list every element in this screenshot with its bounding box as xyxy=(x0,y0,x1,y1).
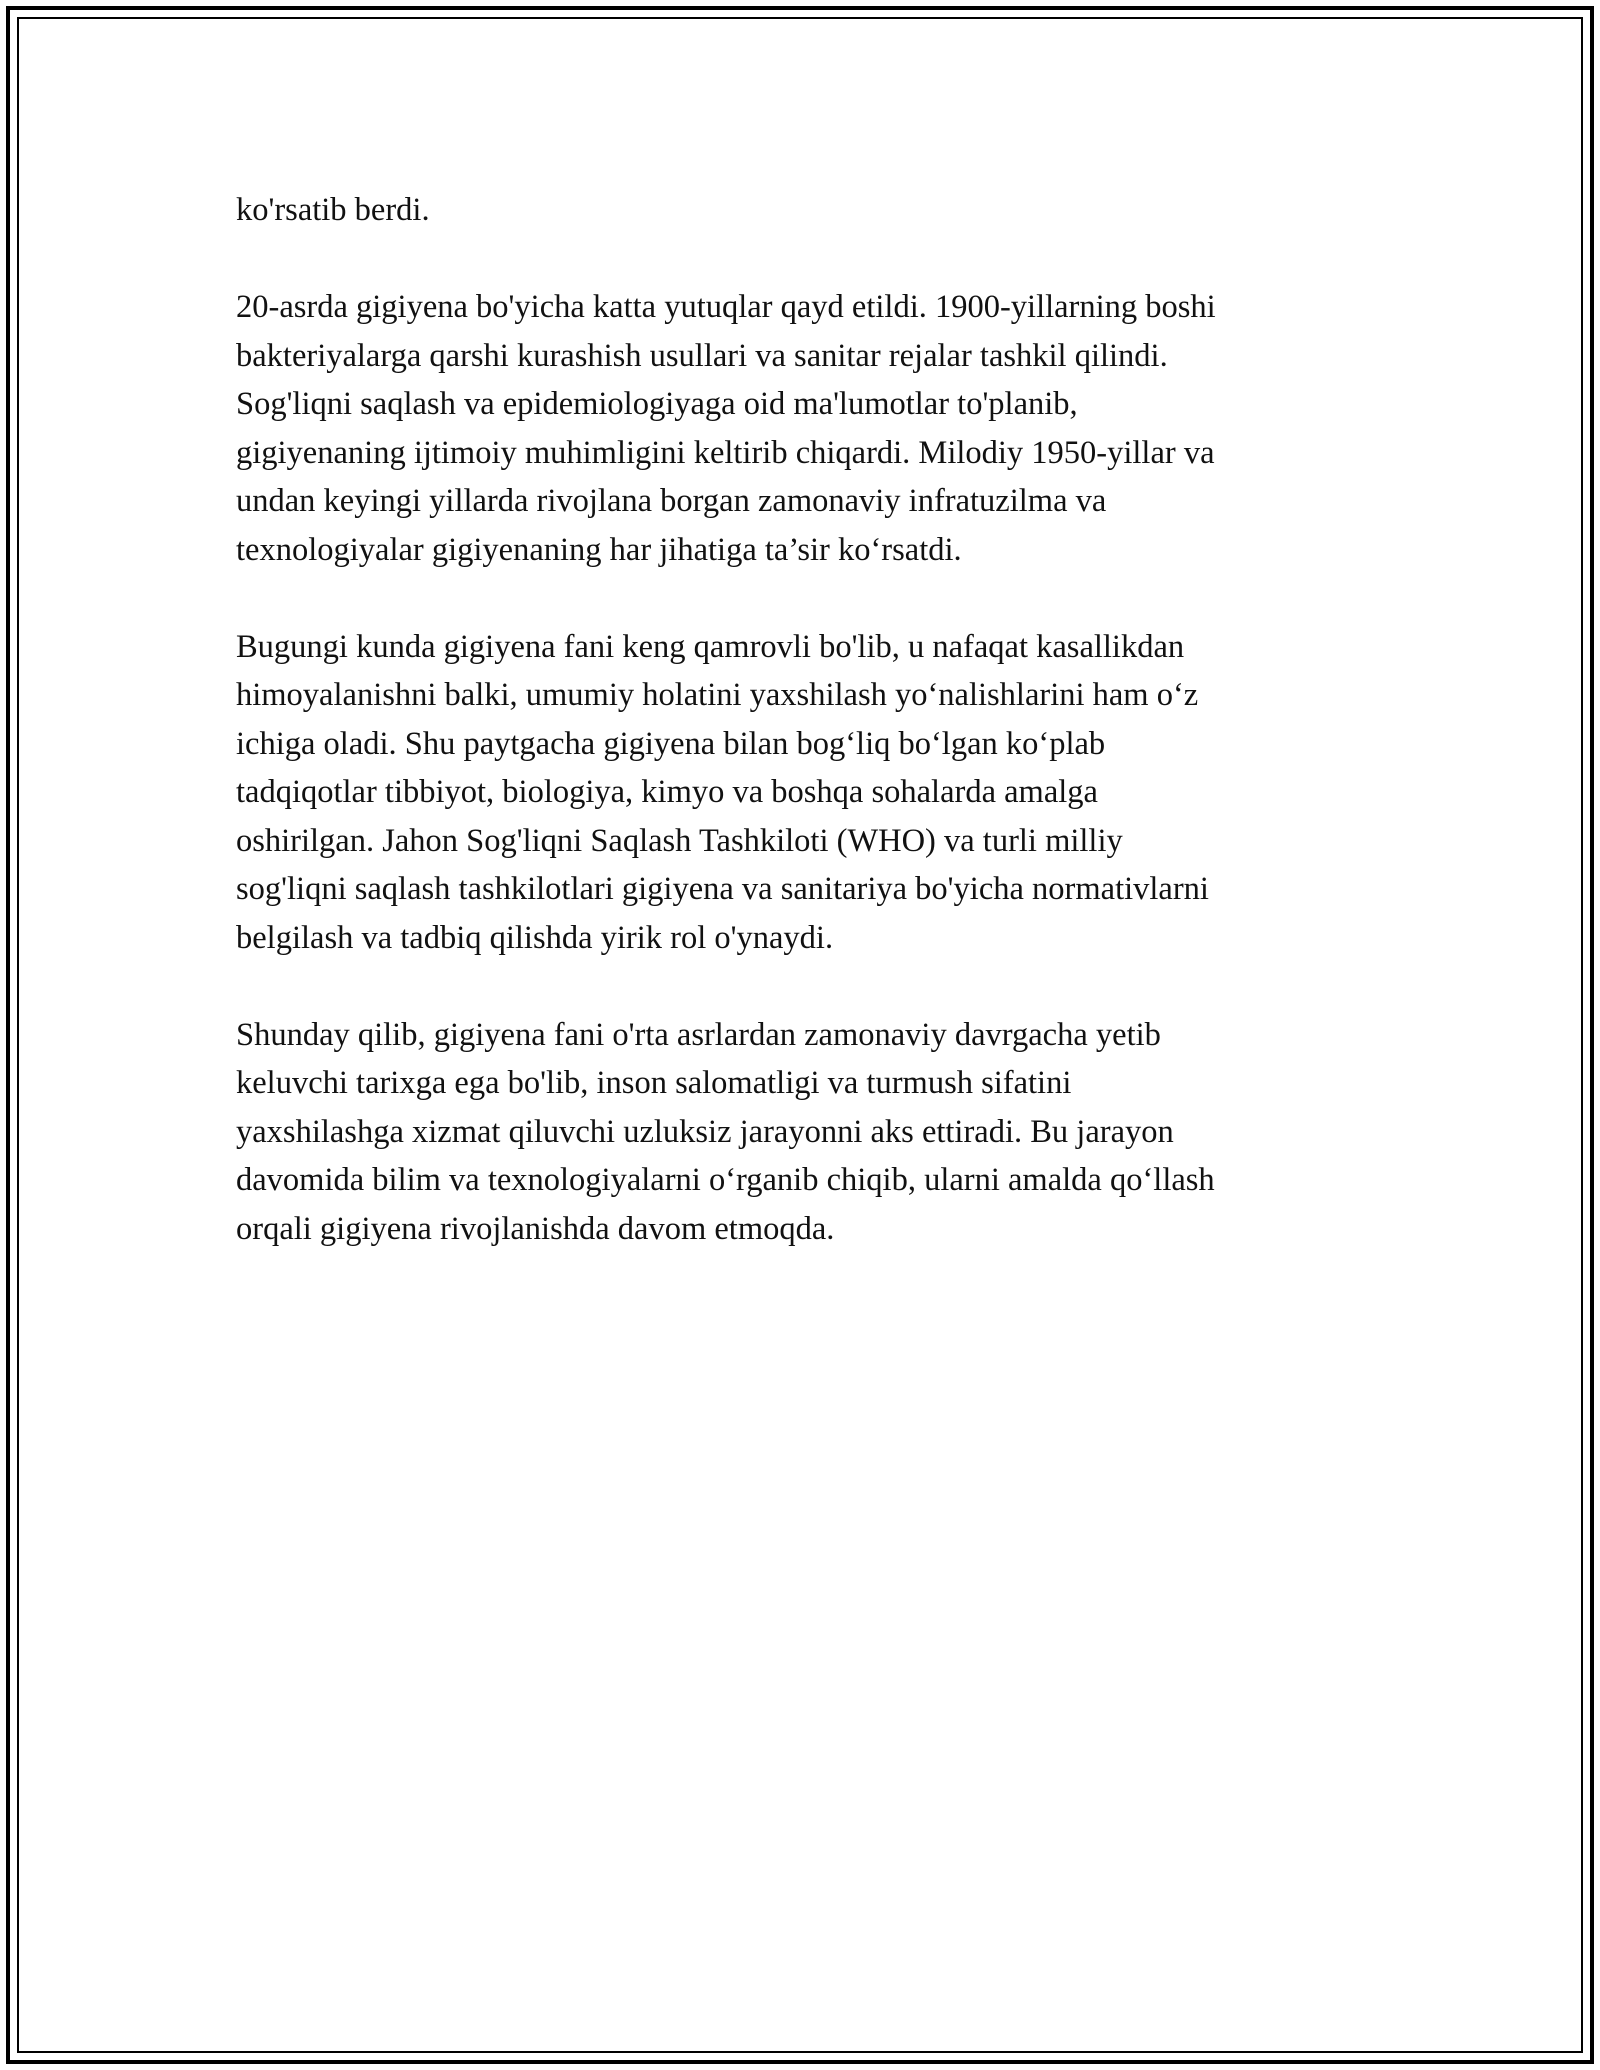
paragraph-conclusion: Shunday qilib, gigiyena fani o'rta asrlardan zamonaviy davrgacha yetib keluvchi tarixga ega bo'lib, inson salomatligi va turmush sifatini yaxshilashga xizmat qiluvchi uzluksiz jarayonni aks ettiradi. Bu jarayon davomida bilim va texnologiyalarni o‘rganib chiqib, ularni amalda qo‘llash orqali gigiyena rivojlanishda davom etmoqda. xyxy=(236,1016,1215,1247)
paragraph-continuation: ko'rsatib berdi. xyxy=(236,192,430,228)
paragraph-20th-century: 20-asrda gigiyena bo'yicha katta yutuqlar qayd etildi. 1900-yillarning boshi bakteriyalarga qarshi kurashish usullari va sanitar rejalar tashkil qilindi. Sog'liqni saqlash va epidemiologiyaga oid ma'lumotlar to'planib, gigiyenaning ijtimoiy muhimligini keltirib chiqardi. Milodiy 1950-yillar va undan keyingi yillarda rivojlana borgan zamonaviy infratuzilma va texnologiyalar gigiyenaning har jihatiga ta’sir ko‘rsatdi. xyxy=(236,289,1216,568)
document-body xyxy=(236,186,1366,1302)
paragraph-today: Bugungi kunda gigiyena fani keng qamrovli bo'lib, u nafaqat kasallikdan himoyalanishni balki, umumiy holatini yaxshilash yo‘nalishlarini ham o‘z ichiga oladi. Shu paytgacha gigiyena bilan bog‘liq bo‘lgan ko‘plab tadqiqotlar tibbiyot, biologiya, kimyo va boshqa sohalarda amalga oshirilgan. Jahon Sog'liqni Saqlash Tashkiloti (WHO) va turli milliy sog'liqni saqlash tashkilotlari gigiyena va sanitariya bo'yicha normativlarni belgilash va tadbiq qilishda yirik rol o'ynaydi. xyxy=(236,628,1209,956)
